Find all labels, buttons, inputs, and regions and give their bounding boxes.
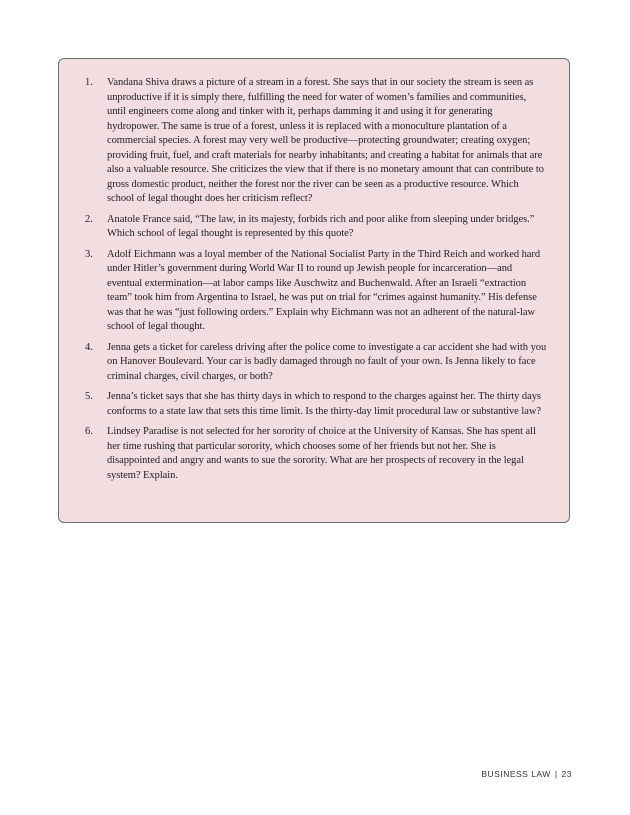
question-text: Lindsey Paradise is not selected for her sorority of choice at the University of Kansas. She has spent all her time rushing that particular sorority, which chooses some of her friends but not her. She is disappointed and angry and wants to sue the sorority. What are her prospects of recovery in the legal system? Explain. bbox=[107, 426, 536, 481]
question-text: Vandana Shiva draws a picture of a stream in a forest. She says that in our society the stream is seen as unproductive if it is simply there, fulfilling the need for water of women’s families and communities, until engineers come along and tinker with it, perhaps damming it and using it for generating hydropower. The same is true of a forest, unless it is replaced with a monoculture plantation of a commercial species. A forest may very well be productive—protecting groundwater; creating oxygen; providing fruit, fuel, and craft materials for nearby inhabitants; and creating a habitat for animals that are also a valuable resource. She criticizes the view that if there is no monetary amount that can contribute to gross domestic product, neither the forest nor the river can be seen as a productive resource. Which school of legal thought does her criticism reflect? bbox=[107, 77, 544, 204]
question-list bbox=[85, 76, 547, 483]
question-number: 5. bbox=[85, 391, 93, 402]
page-number: 23 bbox=[561, 769, 572, 779]
question-text: Anatole France said, “The law, in its majesty, forbids rich and poor alike from sleeping under bridges.” Which school of legal thought is represented by this quote? bbox=[107, 213, 535, 239]
question-number: 4. bbox=[85, 341, 93, 353]
question-item bbox=[85, 390, 547, 419]
question-text: Jenna gets a ticket for careless driving after the police come to investigate a car accident she had with you on Hanover Boulevard. Your car is badly damaged through no fault of your own. Is Jenna likely to face criminal charges, civil charges, or both? bbox=[107, 341, 547, 382]
question-item bbox=[85, 76, 547, 207]
question-text: Adolf Eichmann was a loyal member of the National Socialist Party in the Third Reich and worked hard under Hitler’s government during World War II to round up Jewish people for incarceration—and eventual extermination—at labor camps like Auschwitz and Buchenwald. After an Israeli “extraction team” took him from Argentina to Israel, he was put on trial for “crimes against humanity.” His defense was that he was “just following orders.” Explain why Eichmann was not an adherent of the natural-law school of legal thought. bbox=[107, 248, 541, 332]
question-number: 2. bbox=[85, 213, 93, 225]
question-item bbox=[85, 341, 547, 385]
exercise-box bbox=[58, 58, 570, 523]
question-number: 3. bbox=[85, 248, 93, 260]
question-number: 1. bbox=[85, 77, 93, 88]
question-item bbox=[85, 425, 547, 483]
footer-separator: | bbox=[554, 769, 558, 779]
page-footer bbox=[481, 769, 572, 779]
question-text: Jenna’s ticket says that she has thirty days in which to respond to the charges against her. The thirty days conforms to a state law that sets this time limit. Is the thirty-day limit procedural law or substantive law? bbox=[107, 391, 541, 417]
question-item bbox=[85, 248, 547, 335]
question-number: 6. bbox=[85, 426, 93, 437]
question-item bbox=[85, 213, 547, 242]
book-title: BUSINESS LAW bbox=[481, 769, 551, 779]
